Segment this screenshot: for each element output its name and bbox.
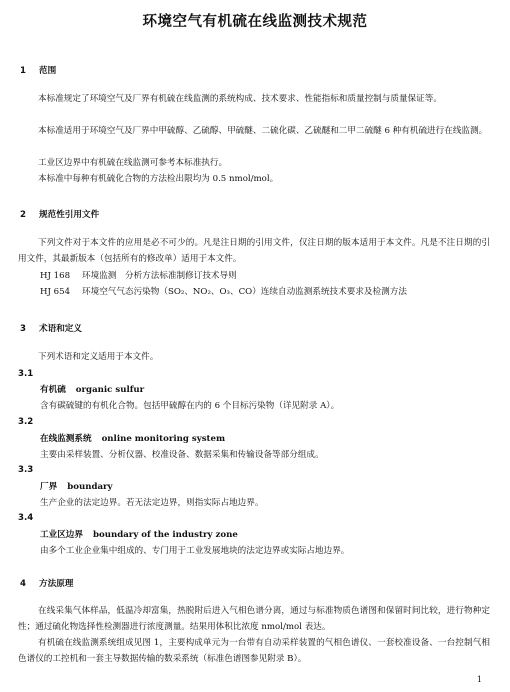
term-heading	[40, 432, 225, 444]
reference-item	[40, 269, 237, 281]
paragraph: 有机硫在线监测系统组成见图 1，主要构成单元为一台带有自动采样装置的气相色谱仪、一套校准设备、一台控制气相色谱仪的工控机和一套主导数据传输的数采系统（标准色谱图参见附录 B）。	[18, 638, 490, 664]
term-definition: 由多个工业企业集中组成的、专门用于工业发展地块的法定边界或实际占地边界。	[40, 546, 350, 556]
section-title: 规范性引用文件	[39, 210, 100, 220]
paragraph: 本标准规定了环境空气及厂界有机硫在线监测的系统构成、技术要求、性能指标和质量控制与质量保证等。	[38, 94, 442, 104]
term-cn: 工业区边界	[40, 530, 83, 540]
reference-code: HJ 168	[40, 271, 71, 281]
paragraph: 本标准适用于环境空气及厂界中甲硫醇、乙硫醇、甲硫醚、二硫化碳、乙硫醚和二甲二硫醚 6 种有机硫进行在线监测。	[38, 126, 488, 136]
section-3-heading	[20, 322, 82, 334]
term-definition: 含有碳硫键的有机化合物。包括甲硫醇在内的 6 个目标污染物（详见附录 A）。	[40, 401, 340, 411]
term-definition: 主要由采样装置、分析仪器、校准设备、数据采集和传输设备等部分组成。	[40, 450, 324, 460]
page-number: 1	[476, 675, 482, 684]
reference-item	[40, 285, 407, 297]
term-en: organic sulfur	[75, 385, 145, 395]
section-2-heading	[20, 208, 99, 220]
section-number: 3	[20, 324, 26, 334]
paragraph: 在线采集气体样品，低温冷却富集，热脱附后进入气相色谱分离，通过与标准物质色谱图和保留时间比较，进行物种定性；通过硫化物选择性检测器进行浓度测量。结果用体积比浓度 nmol/mol 表达。	[18, 606, 490, 632]
reference-title: 环境监测 分析方法标准制修订技术导则	[82, 271, 237, 281]
section-number: 2	[20, 210, 26, 220]
term-en: online monitoring system	[101, 434, 226, 444]
reference-title: 环境空气气态污染物（SO₂、NO₂、O₃、CO）连续自动监测系统技术要求及检测方法	[82, 287, 407, 297]
section-number: 1	[20, 66, 26, 76]
term-cn: 在线监测系统	[40, 434, 92, 444]
section-1-heading	[20, 64, 56, 76]
term-cn: 厂界	[40, 482, 58, 492]
reference-code: HJ 654	[40, 287, 71, 297]
term-heading	[40, 383, 144, 395]
paragraph: 下列文件对于本文件的应用是必不可少的。凡是注日期的引用文件，仅注日期的版本适用于本文件。凡是不注日期的引用文件，其最新版本（包括所有的修改单）适用于本文件。	[18, 238, 490, 264]
page-title: 环境空气有机硫在线监测技术规范	[142, 14, 368, 30]
paragraph: 工业区边界中有机硫在线监测可参考本标准执行。	[38, 158, 228, 168]
term-en: boundary of the industry zone	[92, 530, 238, 540]
term-number: 3.3	[18, 465, 34, 475]
term-heading	[40, 528, 238, 540]
term-cn: 有机硫	[40, 385, 66, 395]
term-en: boundary	[67, 482, 113, 492]
section-4-heading	[20, 577, 73, 589]
section-title: 方法原理	[39, 579, 74, 589]
paragraph: 本标准中每种有机硫化合物的方法检出限均为 0.5 nmol/mol。	[38, 174, 279, 184]
term-number: 3.1	[18, 369, 34, 379]
section-title: 术语和定义	[39, 324, 82, 334]
term-definition: 生产企业的法定边界。若无法定边界，则指实际占地边界。	[40, 498, 264, 508]
term-number: 3.2	[18, 417, 34, 427]
term-number: 3.4	[18, 513, 34, 523]
section-title: 范围	[39, 66, 57, 76]
paragraph: 下列术语和定义适用于本文件。	[38, 352, 159, 362]
term-heading	[40, 480, 113, 492]
section-number: 4	[20, 579, 26, 589]
